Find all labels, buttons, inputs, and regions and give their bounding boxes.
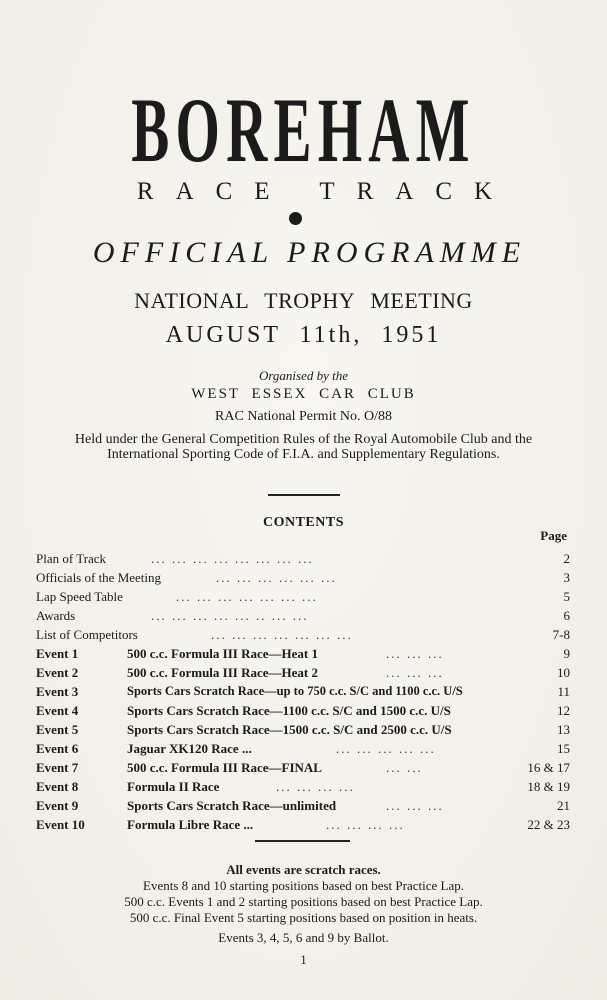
contents-heading: CONTENTS xyxy=(262,515,345,530)
event-description: 500 c.c. Formula III Race—FINAL xyxy=(127,760,322,775)
event-row xyxy=(36,703,570,722)
contents-row xyxy=(36,551,570,570)
meeting-name: NATIONAL TROPHY MEETING xyxy=(134,288,473,313)
event-number: Event 5 xyxy=(36,722,79,737)
leader-dots: ... ... ... ... ... xyxy=(336,741,436,756)
footer-note: 500 c.c. Events 1 and 2 starting positions based on best Practice Lap. xyxy=(124,894,483,909)
contents-row xyxy=(36,570,570,589)
page-number: 7-8 xyxy=(552,627,570,642)
event-description: 500 c.c. Formula III Race—Heat 2 xyxy=(127,665,318,680)
event-description: Sports Cars Scratch Race—1500 c.c. S/C and 2500 c.c. U/S xyxy=(127,722,452,737)
leader-dots: ... ... ... ... ... .. ... ... xyxy=(151,608,309,623)
page-number: 12 xyxy=(557,703,570,718)
event-row xyxy=(36,646,570,665)
event-row xyxy=(36,798,570,817)
divider-line xyxy=(255,840,350,842)
event-description: 500 c.c. Formula III Race—Heat 1 xyxy=(127,646,318,661)
club-name: WEST ESSEX CAR CLUB xyxy=(191,386,416,402)
event-number: Event 4 xyxy=(36,703,79,718)
page-number: 10 xyxy=(557,665,570,680)
event-number: Event 9 xyxy=(36,798,79,813)
event-number: Event 6 xyxy=(36,741,79,756)
leader-dots: ... ... ... ... ... ... xyxy=(216,570,337,585)
contents-label: Awards xyxy=(36,608,76,623)
page-number: 9 xyxy=(563,646,570,661)
event-description: Formula Libre Race ... xyxy=(127,817,254,832)
leader-dots: ... ... ... ... xyxy=(276,779,355,794)
divider-line xyxy=(268,494,340,496)
page-number: 22 & 23 xyxy=(527,817,570,832)
event-number: Event 1 xyxy=(36,646,79,661)
event-row xyxy=(36,760,570,779)
event-description: Formula II Race xyxy=(127,779,220,794)
footer-note: All events are scratch races. xyxy=(226,862,381,877)
page-number: 2 xyxy=(563,551,570,566)
event-number: Event 3 xyxy=(36,684,79,699)
leader-dots: ... ... xyxy=(386,760,423,775)
page-footer-number: 1 xyxy=(300,952,307,967)
page-number: 3 xyxy=(563,570,570,585)
event-description: Sports Cars Scratch Race—unlimited xyxy=(127,798,337,813)
event-number: Event 7 xyxy=(36,760,79,775)
event-row xyxy=(36,779,570,798)
organised-by: Organised by the xyxy=(258,368,349,383)
event-description: Sports Cars Scratch Race—1100 c.c. S/C and 1500 c.c. U/S xyxy=(127,703,451,718)
leader-dots: ... ... ... ... ... ... ... xyxy=(176,589,318,604)
page-number: 18 & 19 xyxy=(527,779,570,794)
rules-statement: Held under the General Competition Rules of the Royal Automobile Club and the International Sporting Code of F.I.A. and Supplementary Regulations. xyxy=(74,432,533,462)
meeting-date: AUGUST 11th, 1951 xyxy=(165,322,442,348)
contents-row xyxy=(36,589,570,608)
page-number: 11 xyxy=(557,684,570,699)
footer-note: 500 c.c. Final Event 5 starting positions based on position in heats. xyxy=(129,910,478,925)
leader-dots: ... ... ... ... xyxy=(326,817,405,832)
bullet-dot xyxy=(289,212,302,225)
event-row xyxy=(36,665,570,684)
event-description: Jaguar XK120 Race ... xyxy=(127,741,252,756)
page-number: 5 xyxy=(563,589,570,604)
event-row xyxy=(36,684,570,703)
event-description: Sports Cars Scratch Race—up to 750 c.c. S/C and 1100 c.c. U/S xyxy=(127,684,463,698)
contents-row xyxy=(36,608,570,627)
contents-label: Lap Speed Table xyxy=(36,589,123,604)
contents-label: Plan of Track xyxy=(36,551,107,566)
rac-permit: RAC National Permit No. O/88 xyxy=(215,409,392,424)
event-row xyxy=(36,741,570,760)
contents-row xyxy=(36,627,570,646)
contents-label: List of Competitors xyxy=(36,627,138,642)
event-number: Event 2 xyxy=(36,665,79,680)
official-programme-heading: OFFICIAL PROGRAMME xyxy=(92,236,527,269)
footer-note: Events 3, 4, 5, 6 and 9 by Ballot. xyxy=(218,930,389,945)
page-number: 16 & 17 xyxy=(527,760,570,775)
event-row xyxy=(36,817,570,836)
leader-dots: ... ... ... ... ... ... ... xyxy=(211,627,353,642)
page-number: 6 xyxy=(563,608,570,623)
event-number: Event 10 xyxy=(36,817,85,832)
page-column-heading: Page xyxy=(540,528,567,543)
leader-dots: ... ... ... xyxy=(386,646,444,661)
page-number: 13 xyxy=(557,722,570,737)
leader-dots: ... ... ... xyxy=(386,798,444,813)
programme-subtitle: RACE TRACK xyxy=(136,178,515,205)
event-row xyxy=(36,722,570,741)
programme-title: BOREHAM xyxy=(131,79,476,181)
leader-dots: ... ... ... ... ... ... ... ... xyxy=(151,551,314,566)
event-number: Event 8 xyxy=(36,779,79,794)
contents-label: Officials of the Meeting xyxy=(36,570,162,585)
page-number: 15 xyxy=(557,741,570,756)
page-number: 21 xyxy=(557,798,570,813)
footer-note: Events 8 and 10 starting positions based on best Practice Lap. xyxy=(143,878,464,893)
leader-dots: ... ... ... xyxy=(386,665,444,680)
